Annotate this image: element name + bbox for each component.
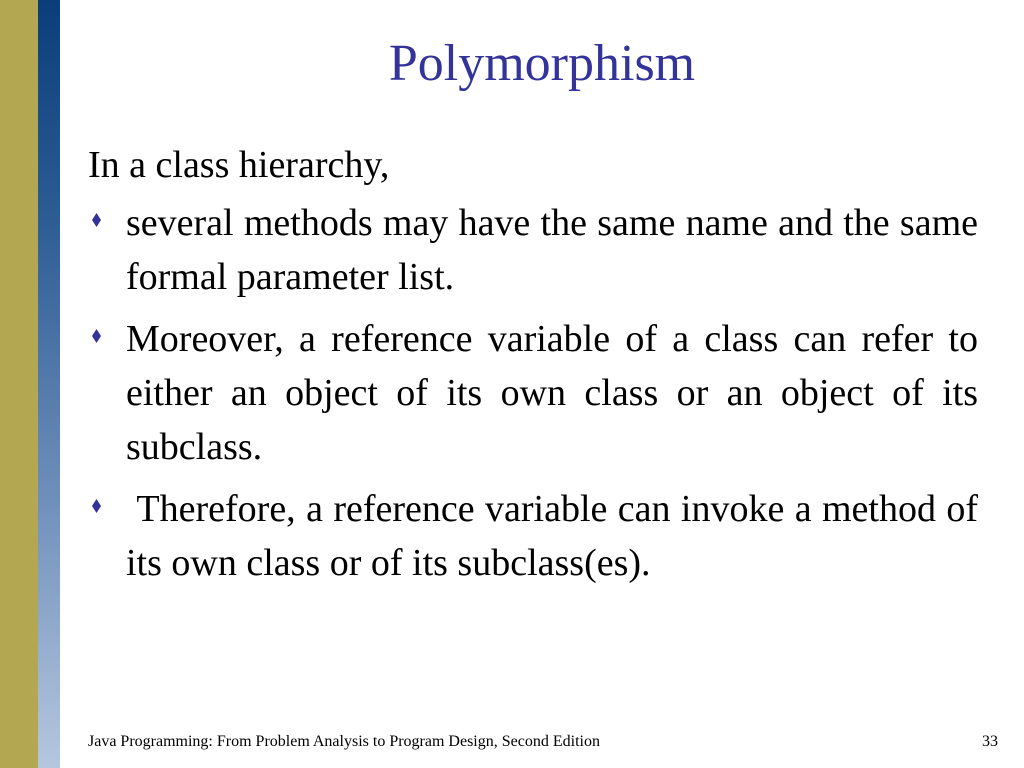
- slide-body: [88, 138, 988, 598]
- diamond-bullet-icon: [92, 499, 101, 513]
- bullet-item: [88, 196, 978, 304]
- bullet-item: [88, 312, 978, 474]
- diamond-bullet-icon: [92, 329, 101, 343]
- bullet-item: [88, 482, 988, 590]
- bullet-text: several methods may have the same name and the same formal parameter list.: [126, 202, 978, 298]
- left-blue-gradient-band: [38, 0, 60, 768]
- bullet-text: Moreover, a reference variable of a class can refer to either an object of its own class or an object of its subclass.: [126, 318, 978, 468]
- intro-text: In a class hierarchy,: [88, 144, 390, 186]
- page-number: 33: [982, 733, 998, 750]
- slide-title: Polymorphism: [388, 35, 696, 92]
- diamond-bullet-icon: [92, 213, 101, 227]
- left-olive-band: [0, 0, 38, 768]
- footer-book-title: Java Programming: From Problem Analysis to Program Design, Second Edition: [88, 733, 600, 750]
- bullet-text: Therefore, a reference variable can invoke a method of its own class or of its subclass(es).: [126, 488, 988, 584]
